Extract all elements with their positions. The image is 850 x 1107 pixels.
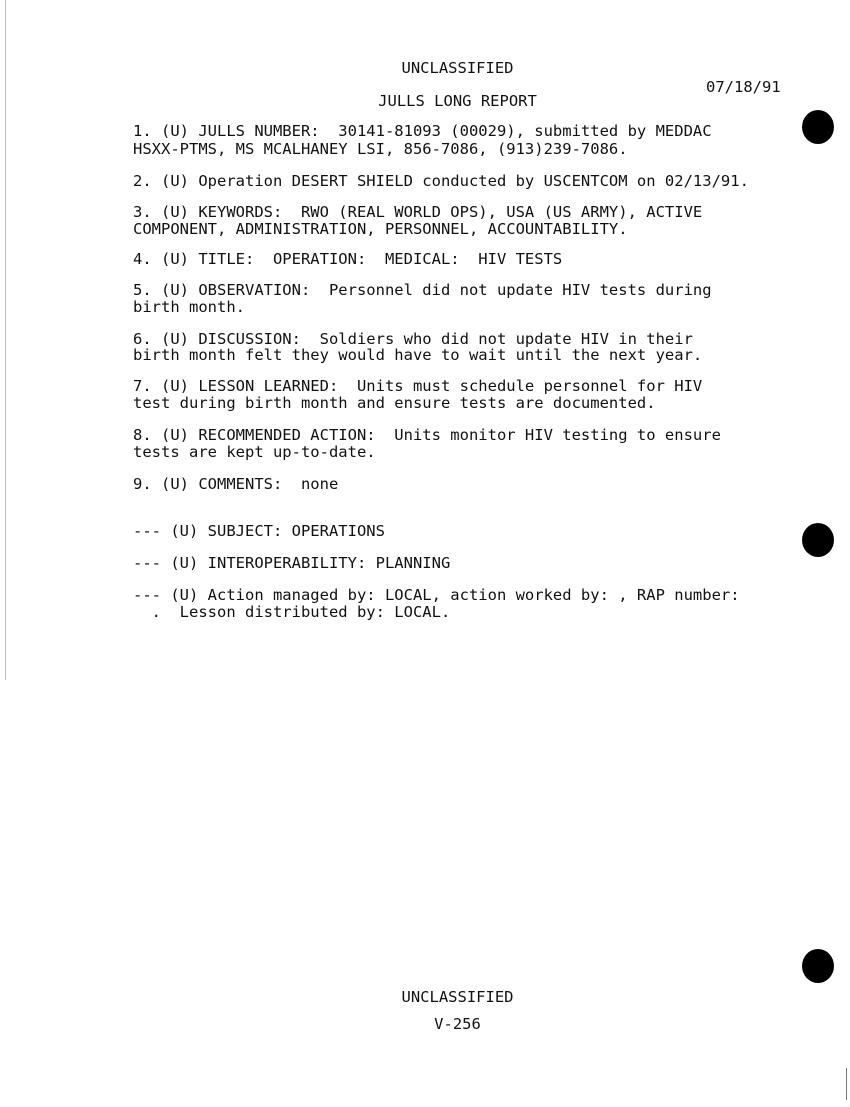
paragraph-line: tests are kept up-to-date. xyxy=(133,443,376,461)
trailer-line: --- (U) SUBJECT: OPERATIONS xyxy=(133,522,385,540)
report-date: 07/18/91 xyxy=(706,78,781,96)
paragraph-line: 2. (U) Operation DESERT SHIELD conducted by USCENTCOM on 02/13/91. xyxy=(133,172,749,190)
paragraph-line: 3. (U) KEYWORDS: RWO (REAL WORLD OPS), USA (US ARMY), ACTIVE xyxy=(133,203,703,221)
header-classification: UNCLASSIFIED xyxy=(401,59,514,77)
paragraph-line: birth month felt they would have to wait until the next year. xyxy=(133,346,703,364)
paragraph-line: 6. (U) DISCUSSION: Soldiers who did not update HIV in their xyxy=(133,330,693,348)
paragraph-line: 9. (U) COMMENTS: none xyxy=(133,475,339,493)
page-number: V-256 xyxy=(434,1015,481,1033)
paragraph-line: 4. (U) TITLE: OPERATION: MEDICAL: HIV TESTS xyxy=(133,250,563,268)
paragraph-line: COMPONENT, ADMINISTRATION, PERSONNEL, ACCOUNTABILITY. xyxy=(133,220,628,238)
paragraph-line: test during birth month and ensure tests are documented. xyxy=(133,394,656,412)
paragraph-line: birth month. xyxy=(133,298,245,316)
trailer-line: . Lesson distributed by: LOCAL. xyxy=(133,603,451,621)
right-edge-mark xyxy=(846,1068,847,1100)
punch-hole-bottom xyxy=(802,949,834,983)
report-title: JULLS LONG REPORT xyxy=(378,92,537,110)
trailer-line: --- (U) Action managed by: LOCAL, action worked by: , RAP number: xyxy=(133,586,740,604)
trailer-line: --- (U) INTEROPERABILITY: PLANNING xyxy=(133,554,451,572)
paragraph-line: 8. (U) RECOMMENDED ACTION: Units monitor HIV testing to ensure xyxy=(133,426,721,444)
paragraph-line: HSXX-PTMS, MS MCALHANEY LSI, 856-7086, (913)239-7086. xyxy=(133,140,628,158)
punch-hole-middle xyxy=(802,523,834,557)
paragraph-line: 7. (U) LESSON LEARNED: Units must schedule personnel for HIV xyxy=(133,377,703,395)
punch-hole-top xyxy=(802,110,834,144)
paragraph-line: 5. (U) OBSERVATION: Personnel did not update HIV tests during xyxy=(133,281,712,299)
footer-classification: UNCLASSIFIED xyxy=(401,988,514,1006)
paragraph-line: 1. (U) JULLS NUMBER: 30141-81093 (00029), submitted by MEDDAC xyxy=(133,122,712,140)
